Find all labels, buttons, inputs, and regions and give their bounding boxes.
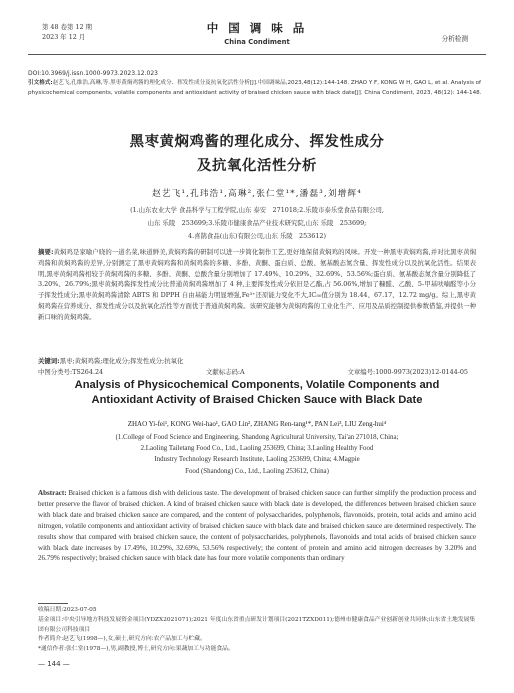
issue-date: 2023 年 12 月 <box>42 33 86 41</box>
volume-issue: 第 48 卷第 12 期 <box>42 23 92 31</box>
footnote-corresponding: *通信作者:张仁堂(1978—),男,副教授,博士,研究方向:果蔬加工与功能食品。 <box>38 646 234 652</box>
keywords-cn-text: 黑枣;黄焖鸡酱;理化成分;挥发性成分;抗氧化 <box>59 357 184 365</box>
title-en-line1: Analysis of Physicochemical Components, Volatile Components and <box>74 379 440 391</box>
page-number: — 144 — <box>38 660 70 668</box>
journal-name-en: China Condiment <box>224 38 290 46</box>
article-number: 文章编号:1000-9973(2023)12-0144-05 <box>347 368 468 376</box>
abstract-cn <box>38 247 476 323</box>
affiliation-en <box>40 432 474 477</box>
footnote-fund: 基金项目:中央引导地方科技发展资金项目(YDZX2021071);2021 年度山东省重点研发计划项目(2021TZXD011);德州市健康食品产业创新创业共同体;山东省土地发展集团有限公司科技项目 <box>38 617 476 633</box>
authors-en: ZHAO Yi-fei¹, KONG Wei-hao¹, GAO Lin², ZHANG Ren-tang¹*, PAN Lei³, LIU Zeng-hui⁴ <box>127 420 387 428</box>
footnote-received: 收稿日期:2023-07-05 <box>38 607 97 613</box>
journal-masthead <box>0 20 514 46</box>
title-cn-line2: 及抗氧化活性分析 <box>197 158 317 174</box>
title-en-line2: Antioxidant Activity of Braised Chicken Sauce with Black Date <box>91 393 423 406</box>
citation-label: 引文格式: <box>28 80 53 86</box>
affiliation-en-line: Food (Shandong) Co., Ltd., Laoling 253612, China) <box>185 467 329 475</box>
doi: DOI:10.3969/j.issn.1000-9973.2023.12.023 <box>28 70 158 77</box>
section-label: 分析检测 <box>441 35 468 43</box>
affiliation-cn-line: 山东 乐陵 253699;3.乐陵市健康食品产业技术研究院,山东 乐陵 253699; <box>147 218 367 227</box>
abstract-en-label: Abstract: <box>38 489 67 497</box>
affiliation-en-line: 2.Laoling Tailetang Food Co., Ltd., Laoling 253699, China; 3.Laoling Healthy Food <box>140 445 374 453</box>
abstract-cn-text: 黄焖鸡是家喻户晓的一道名菜,味道鲜美,黄焖鸡酱的研制可以进一步简化制作工艺,更好地保留黄焖鸡的风味。开发一种黑枣黄焖鸡酱,并对比黑枣黄焖鸡酱和黄焖鸡酱的差异,分别测定了黑枣黄焖鸡酱和黄焖鸡酱的多糖、多酚、黄酮、蛋白质、总酸、氨基酸态氮含量、挥发性成分以及抗氧化活性。结果表明,黑枣黄焖鸡酱相较于黄焖鸡酱的多糖、多酚、黄酮、总酸含量分别增加了 17.49%、10.29%、32.69%、53.56%;蛋白质、氨基酸态氮含量分别降低了 3.20%、26.79%;黑枣黄焖鸡酱挥发性成分比普通黄焖鸡酱增加了 4 种,主要挥发性成分依旧是乙酯,占 56.06%,增加了糠醛、乙酸、5-甲基呋喃醛等小分子挥发性成分;黑枣黄焖鸡酱清除 ABTS 和 DPPH 自由基能力明显增强,Fe³⁺还原能力变化不大,IC₅₀值分别为 18.44、67.17、12.72 mg/g。综上,黑枣黄焖鸡酱在营养成分、挥发性成分以及抗氧化活性等方面优于普通黄焖鸡酱。该研究能够为黄焖鸡酱的工业化生产、应用及品质控制提供参数借鉴,并提供一种新口味的黄焖鸡酱。 <box>38 248 476 321</box>
abstract-cn-label: 摘要: <box>38 248 54 256</box>
title-en <box>0 378 514 407</box>
affiliation-cn <box>40 204 474 242</box>
abstract-en <box>38 488 476 564</box>
journal-name-cn: 中 国 调 味 品 <box>206 21 308 35</box>
authors-cn: 赵艺飞¹,孔玮浩¹,高琳²,张仁堂¹*,潘磊³,刘增辉⁴ <box>152 189 362 199</box>
affiliation-en-line: Industry Technology Research Institute, Laoling 253699, China; 4.Magpie <box>154 456 360 464</box>
clc-number: 中图分类号:TS264.24 <box>38 368 104 376</box>
abstract-en-text: Braised chicken is a famous dish with delicious taste. The development of braised chicken sauce can further simplify the production process and better preserve the flavor of braised chicken. A kind of braised chicken sauce with black date is developed, the differences between braised chicken sauce with black date and braised chicken sauce are compared, and the content of polysaccharides, polyphenols, flavonoids, protein, total acids and amino acid nitrogen, volatile components and antioxidant activity of braised chicken sauce with black date and braised chicken sauce are determined respectively. The results show that compared with braised chicken sauce, the content of polysaccharides, polyphenols, flavonoids and total acids of braised chicken sauce with black date increases by 17.49%, 10.29%, 32.69%, 53.56% respectively; the content of protein and amino acid nitrogen decreases by 3.20% and 26.79% respectively; braised chicken sauce with black date has four more volatile components than ordinary <box>38 489 476 563</box>
document-code: 文献标志码:A <box>205 368 245 376</box>
affiliation-en-line: (1.College of Food Science and Engineering, Shandong Agricultural University, Tai'an 271018, China; <box>115 434 399 441</box>
citation-text: 赵艺飞,孔维浩,高琳,等.黑枣黄焖鸡酱的理化成分、挥发性成分及抗氧化活性分析[J].中国调味品,2023,48(12):144-148. ZHAO Y F, KONG W H, GAO L, et al. Analysis of physicochemical components, volatile components and antioxidant activity of braised chicken sauce with black date[J]. China Condiment, 2023, 48(12): 144-148. <box>28 80 482 96</box>
classification-row <box>38 367 476 376</box>
affiliation-cn-line: 4.喜鹊食品(山东)有限公司,山东 乐陵 253612) <box>188 231 326 240</box>
title-cn-line1: 黑枣黄焖鸡酱的理化成分、挥发性成分 <box>129 134 385 150</box>
citation-format <box>28 79 486 99</box>
keywords-cn-label: 关键词: <box>38 357 60 365</box>
header-rule <box>28 54 486 55</box>
affiliation-cn-line: (1.山东农业大学 食品科学与工程学院,山东 泰安 271018;2.乐陵市泰乐堂食品有限公司, <box>130 206 384 214</box>
footnote-author: 作者简介:赵艺飞(1998—),女,硕士,研究方向:农产品加工与贮藏。 <box>38 636 206 642</box>
keywords-cn <box>38 356 476 367</box>
footnote-rule <box>38 603 68 604</box>
